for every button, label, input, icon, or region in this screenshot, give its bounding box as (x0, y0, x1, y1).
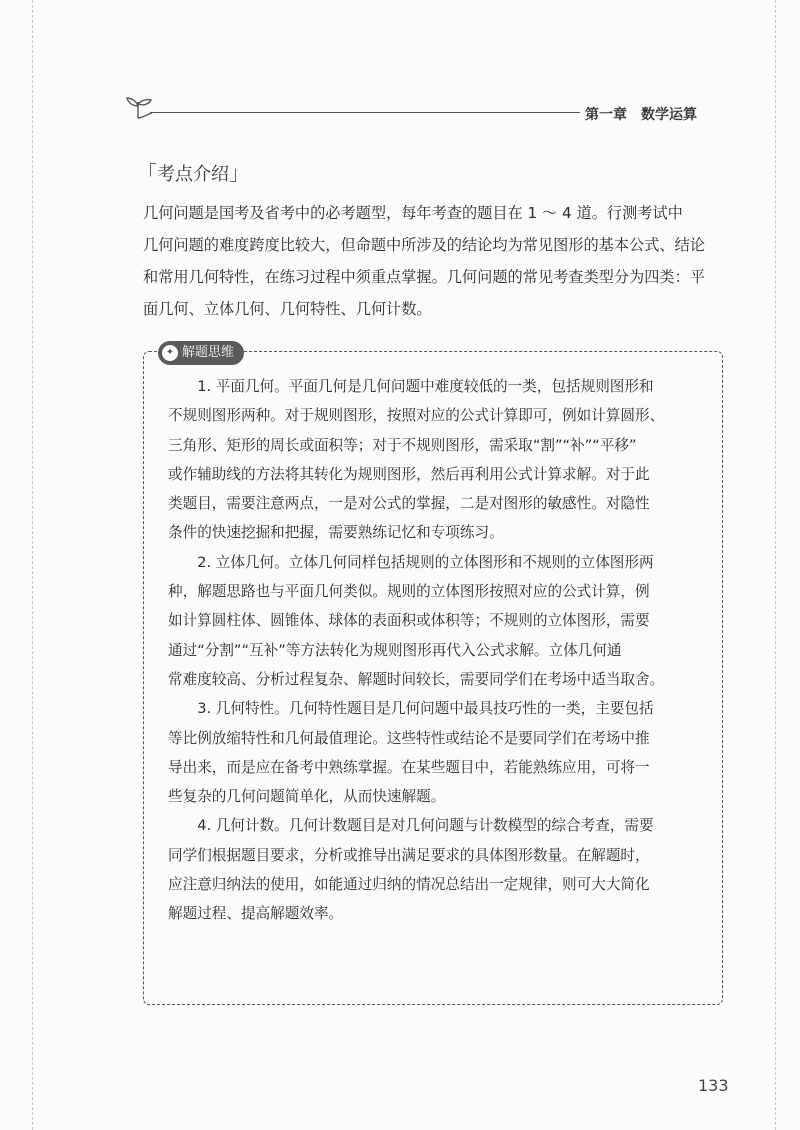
thinking-badge-label: 解题思维 (182, 345, 235, 360)
box-line: 些复杂的几何问题简单化，从而快速解题。 (168, 788, 446, 806)
box-line: 3. 几何特性。几何特性题目是几何问题中最具技巧性的一类，主要包括 (168, 700, 654, 718)
box-line: 常难度较高、分析过程复杂、解题时间较长，需要同学们在考场中适当取舍。 (168, 670, 665, 688)
box-line: 种，解题思路也与平面几何类似。规则的立体图形按照对应的公式计算，例 (168, 583, 650, 601)
section-open-bracket: 「 (137, 161, 157, 185)
box-line: 2. 立体几何。立体几何同样包括规则的立体图形和不规则的立体图形两 (168, 553, 654, 571)
box-line: 同学们根据题目要求，分析或推导出满足要求的具体图形数量。在解题时， (168, 846, 650, 864)
scan-edge-left (32, 0, 35, 1130)
intro-line: 几何问题是国考及省考中的必考题型，每年考查的题目在 1 ～ 4 道。行测考试中 (143, 204, 683, 222)
box-line: 应注意归纳法的使用，如能通过归纳的情况总结出一定规律，则可大大简化 (168, 876, 650, 894)
box-line: 不规则图形两种。对于规则图形，按照对应的公式计算即可，例如计算圆形、 (168, 407, 665, 425)
scan-edge-right (775, 0, 778, 1130)
box-line: 或作辅助线的方法将其转化为规则图形，然后再利用公式计算求解。对于此 (168, 465, 650, 483)
box-line: 等比例放缩特性和几何最值理论。这些特性或结论不是要同学们在考场中推 (168, 729, 650, 747)
box-line: 导出来，而是应在备考中熟练掌握。在某些题目中，若能熟练应用，可将一 (168, 758, 650, 776)
box-line: 类题目，需要注意两点，一是对公式的掌握，二是对图形的敏感性。对隐性 (168, 495, 650, 513)
chapter-title: 第一章 数学运算 (585, 107, 697, 123)
box-line: 4. 几何计数。几何计数题目是对几何问题与计数模型的综合考查，需要 (168, 817, 654, 835)
section-title (137, 157, 249, 186)
thinking-box-body (168, 372, 700, 929)
thinking-badge (158, 341, 244, 365)
header-rule (150, 112, 580, 113)
box-line: 解题过程、提高解题效率。 (168, 905, 344, 923)
box-line: 通过“分割”“互补”等方法转化为规则图形再代入公式求解。立体几何通 (168, 641, 622, 659)
box-line: 如计算圆柱体、圆锥体、球体的表面积或体积等；不规则的立体图形，需要 (168, 612, 650, 630)
page-number: 133 (698, 1076, 729, 1095)
intro-paragraph (143, 197, 723, 325)
box-line: 条件的快速挖掘和把握，需要熟练记忆和专项练习。 (168, 524, 504, 542)
leaf-icon (124, 96, 154, 120)
lightbulb-icon: ✦ (162, 345, 178, 361)
intro-line: 几何问题的难度跨度比较大，但命题中所涉及的结论均为常见图形的基本公式、结论 (143, 236, 705, 254)
intro-line: 面几何、立体几何、几何特性、几何计数。 (143, 300, 432, 318)
section-close-bracket: 」 (229, 161, 249, 185)
box-line: 1. 平面几何。平面几何是几何问题中难度较低的一类，包括规则图形和 (168, 378, 654, 395)
section-title-text: 考点介绍 (157, 164, 229, 185)
intro-line: 和常用几何特性，在练习过程中须重点掌握。几何问题的常见考查类型分为四类：平 (143, 268, 705, 286)
box-line: 三角形、矩形的周长或面积等；对于不规则图形，需采取“割”“补”“平移” (168, 436, 637, 454)
